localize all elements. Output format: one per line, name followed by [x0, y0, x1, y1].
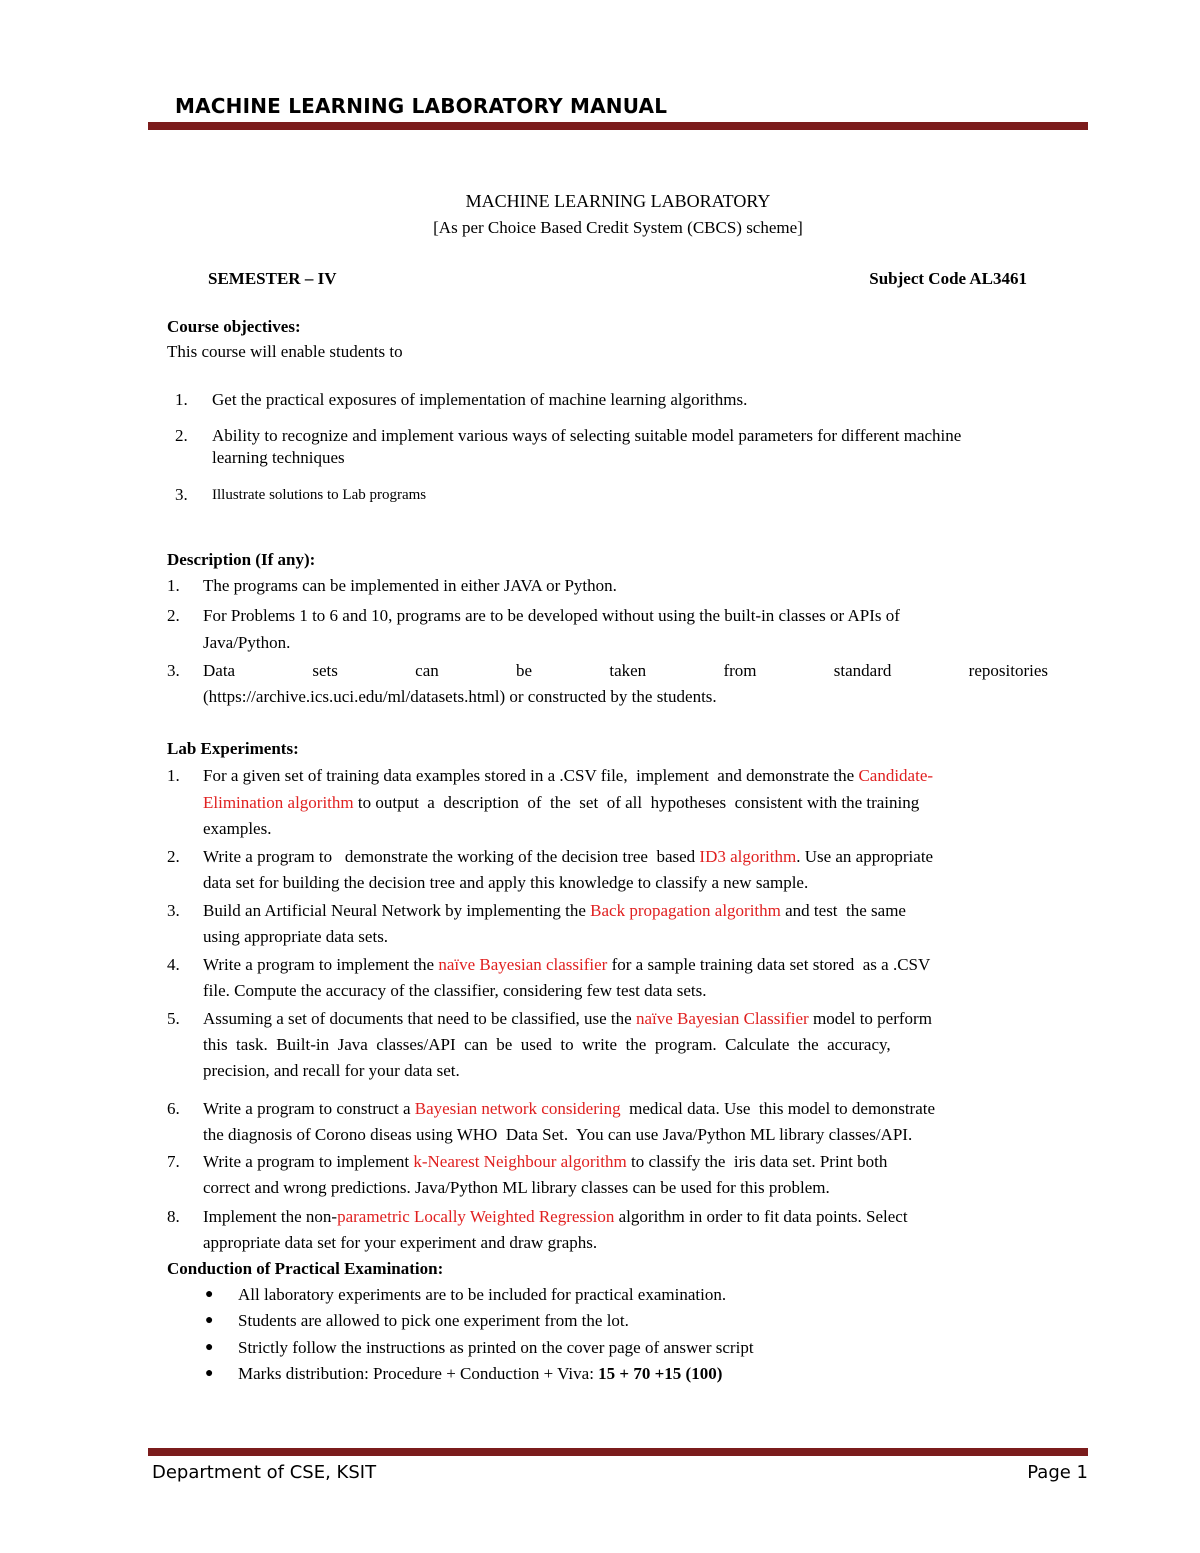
- text-run: for a sample training data set stored as a .CSV: [607, 955, 931, 974]
- algorithm-highlight: parametric Locally Weighted Regression: [337, 1207, 615, 1226]
- experiment-item: [203, 763, 933, 789]
- footer-rule: [148, 1448, 1088, 1456]
- text-run: model to perform: [808, 1009, 932, 1028]
- experiment-item-cont: this task. Built-in Java classes/API can be used to write the program. Calculate the accuracy,: [203, 1035, 891, 1054]
- word: sets: [312, 661, 338, 680]
- marks-value: 15 + 70 +15 (100): [598, 1364, 723, 1383]
- text-run: Write a program to implement: [203, 1152, 414, 1171]
- text-run: . Use an appropriate: [796, 847, 934, 866]
- description-number: 1.: [167, 576, 180, 595]
- bullet-icon: ●: [205, 1366, 214, 1381]
- subject-code: Subject Code AL3461: [869, 269, 1027, 288]
- text-run: algorithm in order to fit data points. Select: [614, 1207, 908, 1226]
- objective-number: 2.: [175, 426, 188, 445]
- experiment-number: 3.: [167, 901, 180, 920]
- document-title: MACHINE LEARNING LABORATORY: [465, 191, 771, 211]
- objectives-heading: Course objectives:: [167, 317, 301, 336]
- objective-item: Get the practical exposures of implementation of machine learning algorithms.: [212, 390, 748, 409]
- header-rule: [148, 122, 1088, 130]
- description-number: 3.: [167, 661, 180, 680]
- experiment-number: 7.: [167, 1152, 180, 1171]
- experiment-item-cont: examples.: [203, 819, 272, 838]
- algorithm-highlight: Candidate-: [858, 766, 934, 785]
- experiment-item-cont: using appropriate data sets.: [203, 927, 389, 946]
- word: taken: [609, 661, 647, 680]
- experiment-item: [203, 952, 930, 978]
- description-item: For Problems 1 to 6 and 10, programs are to be developed without using the built-in classes or APIs of: [203, 606, 900, 625]
- text-run: to classify the iris data set. Print both: [626, 1152, 888, 1171]
- experiment-item-cont: correct and wrong predictions. Java/Python ML library classes can be used for this problem.: [203, 1178, 830, 1197]
- algorithm-highlight: Bayesian network considering: [414, 1099, 621, 1118]
- word: from: [723, 661, 757, 680]
- algorithm-highlight: Back propagation algorithm: [590, 901, 781, 920]
- footer-department: Department of CSE, KSIT: [152, 1462, 377, 1483]
- experiment-item: [203, 844, 933, 870]
- word: can: [415, 661, 439, 680]
- description-item-cont: Java/Python.: [203, 633, 291, 652]
- algorithm-highlight: ID3 algorithm: [699, 847, 797, 866]
- experiment-item-cont: precision, and recall for your data set.: [203, 1061, 460, 1080]
- algorithm-highlight: k-Nearest Neighbour algorithm: [413, 1152, 627, 1171]
- objective-number: 3.: [175, 485, 188, 504]
- description-number: 2.: [167, 606, 180, 625]
- experiment-item-cont: the diagnosis of Corono diseas using WHO Data Set. You can use Java/Python ML library classes/API.: [203, 1125, 913, 1144]
- description-item: [203, 658, 1048, 684]
- running-header: MACHINE LEARNING LABORATORY MANUAL: [175, 94, 668, 118]
- footer-page-number: Page 1: [1027, 1462, 1088, 1483]
- objective-number: 1.: [175, 390, 188, 409]
- experiment-number: 2.: [167, 847, 180, 866]
- description-item-cont: (https://archive.ics.uci.edu/ml/datasets.html) or constructed by the students.: [203, 687, 717, 706]
- text-run: Assuming a set of documents that need to be classified, use the: [203, 1009, 636, 1028]
- experiment-number: 5.: [167, 1009, 180, 1028]
- marks-label: Marks distribution: Procedure + Conduction + Viva:: [238, 1364, 599, 1383]
- document-subtitle: [As per Choice Based Credit System (CBCS) scheme]: [433, 218, 803, 237]
- experiment-item: [203, 1149, 887, 1175]
- objective-item: Ability to recognize and implement various ways of selecting suitable model parameters for different machine: [212, 426, 962, 445]
- semester-label: SEMESTER – IV: [208, 269, 337, 288]
- exam-bullet: All laboratory experiments are to be included for practical examination.: [238, 1285, 727, 1304]
- word: be: [516, 661, 533, 680]
- exam-bullet: Strictly follow the instructions as printed on the cover page of answer script: [238, 1338, 754, 1357]
- objective-item: Illustrate solutions to Lab programs: [212, 487, 427, 503]
- description-heading: Description (If any):: [167, 550, 316, 569]
- exam-heading: Conduction of Practical Examination:: [167, 1259, 444, 1278]
- text-run: Write a program to implement the: [203, 955, 439, 974]
- algorithm-highlight: Elimination algorithm: [203, 793, 354, 812]
- experiment-item: [203, 1006, 932, 1032]
- algorithm-highlight: naïve Bayesian classifier: [438, 955, 608, 974]
- text-run: Build an Artificial Neural Network by implementing the: [203, 901, 591, 920]
- word: Data: [203, 661, 236, 680]
- text-run: Implement the non-: [203, 1207, 338, 1226]
- word: standard: [833, 661, 892, 680]
- experiment-number: 4.: [167, 955, 180, 974]
- text-run: medical data. Use this model to demonstrate: [620, 1099, 936, 1118]
- experiment-number: 6.: [167, 1099, 180, 1118]
- exam-bullet: Students are allowed to pick one experiment from the lot.: [238, 1311, 629, 1330]
- bullet-icon: ●: [205, 1340, 214, 1355]
- word: repositories: [968, 661, 1048, 680]
- bullet-icon: ●: [205, 1313, 214, 1328]
- experiment-number: 1.: [167, 766, 180, 785]
- text-run: For a given set of training data examples stored in a .CSV file, implement and demonstrate the: [203, 766, 859, 785]
- lab-heading: Lab Experiments:: [167, 739, 299, 758]
- experiment-item-cont: file. Compute the accuracy of the classifier, considering few test data sets.: [203, 981, 707, 1000]
- description-item: The programs can be implemented in either JAVA or Python.: [203, 576, 617, 595]
- experiment-item: [203, 898, 906, 924]
- objectives-intro: This course will enable students to: [167, 342, 403, 361]
- objective-item-cont: learning techniques: [212, 448, 345, 467]
- exam-bullet: [238, 1361, 722, 1387]
- text-run: and test the same: [780, 901, 906, 920]
- text-run: to output a description of the set of all hypotheses consistent with the training: [353, 793, 920, 812]
- text-run: Write a program to construct a: [203, 1099, 415, 1118]
- text-run: Write a program to demonstrate the working of the decision tree based: [203, 847, 700, 866]
- experiment-item-cont: data set for building the decision tree and apply this knowledge to classify a new sample.: [203, 873, 809, 892]
- experiment-item: [203, 1204, 908, 1230]
- experiment-item-cont: appropriate data set for your experiment and draw graphs.: [203, 1233, 598, 1252]
- bullet-icon: ●: [205, 1287, 214, 1302]
- experiment-item-cont: [203, 790, 919, 816]
- experiment-item: [203, 1096, 935, 1122]
- algorithm-highlight: naïve Bayesian Classifier: [635, 1009, 809, 1028]
- experiment-number: 8.: [167, 1207, 180, 1226]
